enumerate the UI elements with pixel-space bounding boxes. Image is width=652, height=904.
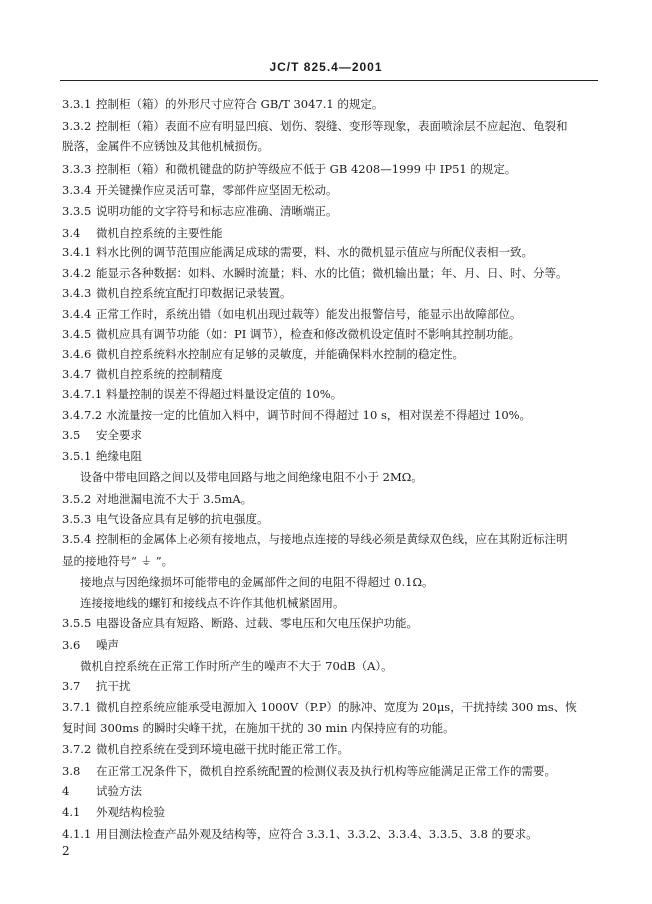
text-line (62, 225, 602, 241)
text-line (62, 118, 602, 134)
text-line (62, 244, 602, 260)
text-line (80, 595, 620, 611)
clause-number: 3.3.2 (62, 119, 92, 133)
clause-text: 微机自控系统的主要性能 (96, 226, 223, 240)
clause-number: 3.5.5 (62, 616, 92, 630)
clause-number: 3.4.4 (62, 307, 92, 321)
clause-number: 3.4.2 (62, 266, 92, 280)
clause-number: 3.4 (62, 226, 81, 240)
clause-text: 对地泄漏电流不大于 3.5mA。 (96, 492, 253, 506)
clause-text: 微机应具有调节功能（如：PI 调节），检查和修改微机设定值时不影响其控制功能。 (96, 327, 521, 341)
clause-text: 设备中带电回路之间以及带电回路与地之间绝缘电阻不小于 2MΩ。 (80, 470, 423, 484)
clause-number: 3.4.3 (62, 286, 92, 300)
text-line (62, 826, 602, 842)
clause-number: 3.5.4 (62, 532, 92, 546)
clause-number: 3.7.2 (62, 742, 92, 756)
clause-number: 3.3.1 (62, 97, 92, 111)
clause-text: 安全要求 (96, 428, 142, 442)
clause-text: 电气设备应具有足够的抗电强度。 (96, 512, 269, 526)
text-line (62, 326, 602, 342)
clause-number: 3.4.5 (62, 327, 92, 341)
clause-number: 3.5.3 (62, 512, 92, 526)
clause-number: 3.4.1 (62, 245, 92, 259)
text-line (62, 407, 602, 423)
text-line (62, 678, 602, 694)
clause-text: 控制柜（箱）的外形尺寸应符合 GB/T 3047.1 的规定。 (96, 97, 384, 111)
clause-number: 3.5.2 (62, 492, 92, 506)
text-line (80, 469, 620, 485)
clause-number: 3.4.7.1 (62, 387, 103, 401)
clause-number: 3.3.5 (62, 204, 92, 218)
clause-text: 复时间 300ms 的瞬时尖峰干扰，在施加干扰的 30 min 内保持应有的功能。 (62, 721, 455, 735)
clause-number: 3.5.1 (62, 449, 92, 463)
clause-text: 外观结构检验 (96, 805, 165, 819)
text-line (62, 96, 602, 112)
clause-text: 料量控制的误差不得超过料量设定值的 10%。 (106, 387, 343, 401)
clause-text: 微机自控系统应能承受电源加入 1000V（P.P）的脉冲、宽度为 20μs，干扰持续 300 ms、恢 (96, 700, 577, 714)
text-line (62, 138, 602, 154)
clause-number: 3.4.7 (62, 367, 92, 381)
text-line (62, 491, 602, 507)
clause-number: 3.6 (62, 638, 81, 652)
text-line (62, 720, 602, 736)
clause-text: 在正常工况条件下，微机自控系统配置的检测仪表及执行机构等应能满足正常工作的需要。 (96, 764, 556, 778)
clause-text: 料水比例的调节范围应能满足成球的需要，料、水的微机显示值应与所配仪表相一致。 (96, 245, 533, 259)
text-line (62, 427, 602, 443)
clause-text: 控制柜的金属体上必须有接地点，与接地点连接的导线必须是黄绿双色线，应在其附近标注明 (96, 532, 568, 546)
clause-number: 3.5 (62, 428, 81, 442)
clause-text: 控制柜（箱）和微机键盘的防护等级应不低于 GB 4208—1999 中 IP51 的规定。 (96, 162, 517, 176)
clause-text: 正常工作时，系统出错（如电机出现过载等）能发出报警信号，能显示出故障部位。 (96, 307, 522, 321)
page-number: 2 (62, 844, 70, 858)
text-line (62, 804, 602, 820)
text-line (62, 448, 602, 464)
text-line (80, 574, 620, 590)
clause-number: 3.4.7.2 (62, 408, 103, 422)
clause-text: 电器设备应具有短路、断路、过载、零电压和欠电压保护功能。 (96, 616, 418, 630)
text-line (62, 386, 602, 402)
clause-number: 3.4.6 (62, 347, 92, 361)
clause-text: 连接接地线的螺钉和接线点不许作其他机械紧固用。 (80, 596, 345, 610)
clause-text: 能显示各种数据：如料、水瞬时流量；料、水的比值；微机输出量；年、月、日、时、分等。 (96, 266, 568, 280)
text-line (62, 306, 602, 322)
clause-number: 3.7 (62, 679, 81, 693)
document-header: JC/T 825.4—2001 (269, 60, 383, 74)
clause-text: 显的接地符号“ ⏚ ”。 (62, 554, 174, 568)
text-line (62, 182, 602, 198)
clause-text: 试验方法 (96, 784, 142, 798)
clause-number: 3.3.3 (62, 162, 92, 176)
clause-text: 微机自控系统的控制精度 (96, 367, 223, 381)
clause-text: 脱落，金属件不应锈蚀及其他机械损伤。 (62, 139, 269, 153)
clause-text: 噪声 (96, 638, 119, 652)
text-line (62, 346, 602, 362)
text-line (62, 161, 602, 177)
clause-text: 水流量按一定的比值加入料中，调节时间不得超过 10 s，相对误差不得超过 10%。 (106, 408, 532, 422)
text-line (62, 763, 602, 779)
clause-number: 4.1 (62, 805, 81, 819)
header-rule (60, 80, 598, 81)
text-line (62, 699, 602, 715)
text-line (62, 783, 602, 799)
clause-text: 抗干扰 (96, 679, 131, 693)
clause-text: 接地点与因绝缘损坏可能带电的金属部件之间的电阻不得超过 0.1Ω。 (80, 575, 434, 589)
text-line (62, 531, 602, 547)
clause-text: 开关键操作应灵活可靠，零部件应坚固无松动。 (96, 183, 338, 197)
text-line (62, 741, 602, 757)
clause-text: 控制柜（箱）表面不应有明显凹痕、划伤、裂缝、变形等现象，表面喷涂层不应起泡、龟裂和 (96, 119, 568, 133)
clause-text: 用目测法检查产品外观及结构等，应符合 3.3.1、3.3.2、3.3.4、3.3.5、3.8 的要求。 (96, 827, 538, 841)
text-line (62, 203, 602, 219)
clause-number: 4.1.1 (62, 827, 92, 841)
clause-number: 4 (62, 784, 70, 798)
text-line (62, 285, 602, 301)
clause-number: 3.8 (62, 764, 81, 778)
text-line (80, 658, 620, 674)
clause-number: 3.3.4 (62, 183, 92, 197)
text-line (62, 511, 602, 527)
clause-text: 微机自控系统在正常工作时所产生的噪声不大于 70dB（A）。 (80, 659, 393, 673)
clause-number: 3.7.1 (62, 700, 92, 714)
clause-text: 微机自控系统宜配打印数据记录装置。 (96, 286, 292, 300)
clause-text: 微机自控系统在受到环境电磁干扰时能正常工作。 (96, 742, 349, 756)
text-line (62, 637, 602, 653)
clause-text: 绝缘电阻 (96, 449, 142, 463)
text-line (62, 366, 602, 382)
text-line (62, 615, 602, 631)
clause-text: 说明功能的文字符号和标志应准确、清晰端正。 (96, 204, 338, 218)
text-line (62, 265, 602, 281)
clause-text: 微机自控系统料水控制应有足够的灵敏度，并能确保料水控制的稳定性。 (96, 347, 464, 361)
text-line (62, 553, 602, 569)
